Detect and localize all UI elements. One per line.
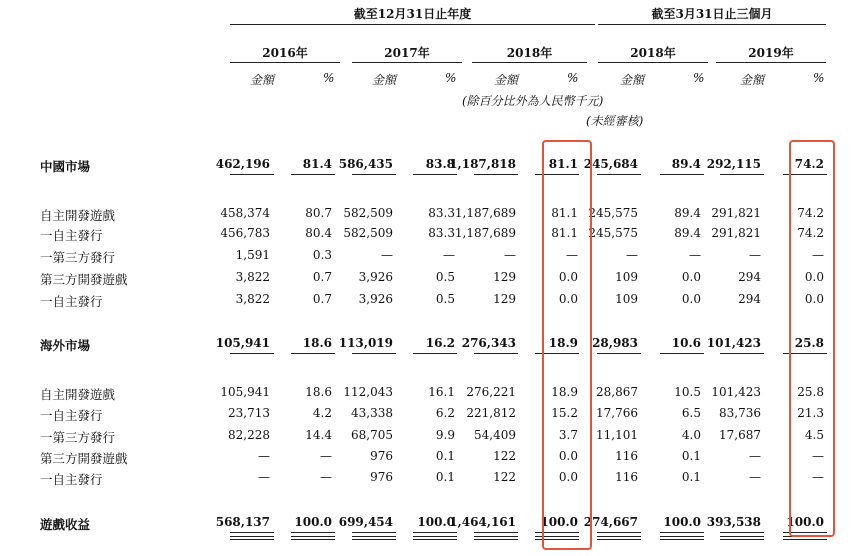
amount-cell: 68,705	[351, 428, 393, 442]
amount-cell: —	[749, 248, 761, 262]
amount-cell: 245,684	[583, 157, 638, 171]
amount-cell: 3,822	[235, 270, 270, 284]
amount-cell: 586,435	[338, 157, 393, 171]
amount-cell: 43,338	[351, 406, 393, 420]
subheader-pct: %	[813, 71, 825, 85]
percent-cell: 74.2	[797, 226, 824, 240]
amount-cell: —	[504, 248, 516, 262]
year-rule	[230, 62, 340, 63]
amount-cell: 17,687	[719, 428, 761, 442]
subtotal-rule	[352, 532, 396, 533]
amount-cell: 568,137	[215, 515, 270, 529]
amount-cell: 462,196	[215, 157, 270, 171]
total-double-rule	[352, 539, 396, 540]
percent-cell: 0.0	[558, 470, 578, 484]
amount-cell: 1,591	[235, 248, 270, 262]
percent-cell: 0.1	[435, 449, 455, 463]
subtotal-rule	[660, 532, 704, 533]
amount-cell: 1,464,161	[449, 515, 516, 529]
percent-cell: 16.1	[428, 385, 455, 399]
subtotal-rule	[413, 174, 457, 175]
row-label: 第三方開發遊戲	[40, 451, 128, 466]
total-double-rule	[597, 539, 641, 540]
subtotal-rule	[474, 174, 518, 175]
percent-cell: 80.4	[305, 226, 332, 240]
year-rule	[598, 62, 708, 63]
total-double-rule	[291, 536, 335, 537]
percent-cell: 9.9	[435, 428, 455, 442]
subtotal-rule	[660, 174, 704, 175]
subtotal-rule	[291, 174, 335, 175]
amount-cell: 294	[738, 292, 761, 306]
percent-cell: 0.0	[804, 292, 824, 306]
amount-cell: 129	[493, 292, 516, 306]
percent-cell: 6.2	[435, 406, 455, 420]
amount-cell: 112,043	[343, 385, 393, 399]
percent-cell: 6.5	[681, 406, 701, 420]
percent-cell: 81.1	[551, 206, 578, 220]
amount-cell: 976	[370, 449, 393, 463]
subheader-amount: 金額	[250, 73, 275, 87]
subtotal-rule	[413, 532, 457, 533]
percent-cell: 83.3	[428, 226, 455, 240]
highlight-box-2018	[542, 140, 592, 550]
amount-cell: 54,409	[474, 428, 516, 442]
total-double-rule	[413, 539, 457, 540]
subtotal-rule	[474, 353, 518, 354]
percent-cell: —	[812, 470, 824, 484]
amount-cell: 23,713	[228, 406, 270, 420]
total-double-rule	[474, 539, 518, 540]
percent-cell: 100.0	[294, 515, 332, 529]
total-double-rule	[720, 536, 764, 537]
row-label: 遊戲收益	[40, 517, 91, 532]
total-double-rule	[474, 536, 518, 537]
subheader-pct: %	[445, 71, 457, 85]
percent-cell: 0.1	[435, 470, 455, 484]
amount-cell: 101,423	[706, 336, 761, 350]
subtotal-rule	[720, 532, 764, 533]
year-header-2018: 2018年	[506, 46, 553, 60]
total-double-rule	[291, 539, 335, 540]
amount-cell: 292,115	[706, 157, 761, 171]
percent-cell: 74.2	[794, 157, 824, 171]
row-label: 一自主發行	[40, 228, 103, 243]
percent-cell: 25.8	[797, 385, 824, 399]
amount-cell: 105,941	[220, 385, 270, 399]
amount-cell: 582,509	[343, 206, 393, 220]
percent-cell: 100.0	[786, 515, 824, 529]
amount-cell: 291,821	[711, 226, 761, 240]
subtotal-rule	[597, 532, 641, 533]
amount-cell: 116	[615, 449, 638, 463]
year-header-2017: 2017年	[384, 46, 430, 60]
total-double-rule	[230, 536, 274, 537]
subtotal-rule	[291, 353, 335, 354]
percent-cell: 0.0	[804, 270, 824, 284]
amount-cell: 276,221	[466, 385, 516, 399]
total-double-rule	[352, 536, 396, 537]
amount-cell: 116	[615, 470, 638, 484]
amount-cell: —	[749, 470, 761, 484]
row-label: 一第三方發行	[40, 250, 116, 265]
subtotal-rule	[474, 532, 518, 533]
amount-cell: 82,228	[228, 428, 270, 442]
percent-cell: 0.1	[681, 449, 701, 463]
group-header-annual: 截至12月31日止年度	[353, 7, 472, 21]
percent-cell: 100.0	[663, 515, 701, 529]
amount-cell: 11,101	[596, 428, 638, 442]
percent-cell: 0.7	[312, 292, 332, 306]
subheader-amount: 金額	[372, 73, 397, 87]
percent-cell: 0.7	[312, 270, 332, 284]
amount-cell: 129	[493, 270, 516, 284]
group-rule-annual	[230, 24, 595, 25]
amount-cell: —	[749, 449, 761, 463]
percent-cell: 21.3	[797, 406, 824, 420]
row-label: 一自主發行	[40, 472, 103, 487]
amount-cell: 456,783	[220, 226, 270, 240]
percent-cell: 83.8	[425, 157, 455, 171]
year-rule	[472, 62, 587, 63]
row-label: 自主開發遊戲	[40, 387, 116, 402]
percent-cell: 0.5	[435, 292, 455, 306]
percent-cell: 18.6	[305, 385, 332, 399]
subtotal-rule	[230, 353, 274, 354]
group-header-quarterly: 截至3月31日止三個月	[651, 7, 773, 21]
amount-cell: 122	[493, 449, 516, 463]
year-header-2019-q1: 2019年	[748, 46, 794, 60]
amount-cell: 17,766	[596, 406, 638, 420]
amount-cell: 221,812	[466, 406, 516, 420]
amount-cell: 3,926	[358, 270, 393, 284]
percent-cell: 0.0	[681, 292, 701, 306]
percent-cell: 4.5	[804, 428, 824, 442]
total-double-rule	[660, 539, 704, 540]
subheader-amount: 金額	[494, 73, 519, 87]
percent-cell: 16.2	[425, 336, 455, 350]
amount-cell: 245,575	[588, 226, 638, 240]
subtotal-rule	[597, 353, 641, 354]
percent-cell: —	[812, 248, 824, 262]
percent-cell: 74.2	[797, 206, 824, 220]
amount-cell: 105,941	[215, 336, 270, 350]
percent-cell: 3.7	[558, 428, 578, 442]
percent-cell: 0.0	[558, 292, 578, 306]
amount-cell: 109	[615, 292, 638, 306]
amount-cell: 245,575	[588, 206, 638, 220]
percent-cell: 0.0	[681, 270, 701, 284]
amount-cell: 294	[738, 270, 761, 284]
amount-cell: 109	[615, 270, 638, 284]
percent-cell: 18.9	[548, 336, 578, 350]
percent-cell: —	[320, 470, 332, 484]
percent-cell: 100.0	[540, 515, 578, 529]
percent-cell: —	[443, 248, 455, 262]
amount-cell: 113,019	[338, 336, 393, 350]
amount-cell: 274,667	[583, 515, 638, 529]
percent-cell: 0.1	[681, 470, 701, 484]
total-double-rule	[597, 536, 641, 537]
amount-cell: 458,374	[220, 206, 270, 220]
percent-cell: 89.4	[671, 157, 701, 171]
subtotal-rule	[291, 532, 335, 533]
percent-cell: 4.2	[312, 406, 332, 420]
percent-cell: 0.3	[312, 248, 332, 262]
percent-cell: 81.4	[302, 157, 332, 171]
highlight-box-2019	[789, 140, 835, 537]
subtotal-rule	[352, 174, 396, 175]
subheader-pct: %	[323, 71, 335, 85]
group-rule-quarterly	[598, 24, 826, 25]
amount-cell: —	[258, 470, 270, 484]
amount-cell: 1,187,818	[449, 157, 516, 171]
percent-cell: 89.4	[674, 206, 701, 220]
amount-cell: 393,538	[706, 515, 761, 529]
amount-cell: 101,423	[711, 385, 761, 399]
subtotal-rule	[230, 532, 274, 533]
total-double-rule	[230, 539, 274, 540]
unaudited-note: (未經審核)	[586, 114, 644, 128]
year-header-2018-q1: 2018年	[630, 46, 676, 60]
amount-cell: 291,821	[711, 206, 761, 220]
percent-cell: 81.1	[548, 157, 578, 171]
total-double-rule	[783, 539, 827, 540]
amount-cell: 582,509	[343, 226, 393, 240]
percent-cell: 81.1	[551, 226, 578, 240]
year-rule	[716, 62, 826, 63]
row-label: 一自主發行	[40, 408, 103, 423]
total-double-rule	[660, 536, 704, 537]
percent-cell: 83.3	[428, 206, 455, 220]
percent-cell: —	[689, 248, 701, 262]
subheader-amount: 金額	[620, 73, 645, 87]
percent-cell: 0.5	[435, 270, 455, 284]
amount-cell: —	[626, 248, 638, 262]
percent-cell: 15.2	[551, 406, 578, 420]
amount-cell: —	[381, 248, 393, 262]
subtotal-rule	[720, 353, 764, 354]
percent-cell: 10.5	[674, 385, 701, 399]
subtotal-rule	[230, 174, 274, 175]
percent-cell: 18.9	[551, 385, 578, 399]
amount-cell: 83,736	[719, 406, 761, 420]
year-rule	[352, 62, 462, 63]
percent-cell: —	[320, 449, 332, 463]
row-label: 自主開發遊戲	[40, 208, 116, 223]
amount-cell: 28,983	[592, 336, 638, 350]
amount-cell: 1,187,689	[454, 226, 516, 240]
amount-cell: 28,867	[596, 385, 638, 399]
unit-note: (除百分比外為人民幣千元)	[462, 94, 604, 108]
row-label: 海外市場	[40, 338, 91, 353]
amount-cell: 3,926	[358, 292, 393, 306]
percent-cell: 89.4	[674, 226, 701, 240]
subheader-pct: %	[567, 71, 579, 85]
total-double-rule	[413, 536, 457, 537]
percent-cell: 0.0	[558, 449, 578, 463]
percent-cell: 0.0	[558, 270, 578, 284]
percent-cell: —	[566, 248, 578, 262]
percent-cell: 14.4	[305, 428, 332, 442]
row-label: 中國市場	[40, 159, 91, 174]
percent-cell: 18.6	[302, 336, 332, 350]
row-label: 一第三方發行	[40, 430, 116, 445]
percent-cell: 10.6	[671, 336, 701, 350]
amount-cell: 1,187,689	[454, 206, 516, 220]
year-header-2016: 2016年	[262, 46, 308, 60]
row-label: 一自主發行	[40, 294, 103, 309]
amount-cell: 699,454	[338, 515, 393, 529]
subtotal-rule	[352, 353, 396, 354]
amount-cell: 276,343	[461, 336, 516, 350]
subtotal-rule	[720, 174, 764, 175]
subtotal-rule	[660, 353, 704, 354]
amount-cell: —	[258, 449, 270, 463]
total-double-rule	[720, 539, 764, 540]
percent-cell: 80.7	[305, 206, 332, 220]
percent-cell: —	[812, 449, 824, 463]
amount-cell: 976	[370, 470, 393, 484]
amount-cell: 122	[493, 470, 516, 484]
percent-cell: 100.0	[417, 515, 455, 529]
subheader-amount: 金額	[740, 73, 765, 87]
percent-cell: 25.8	[794, 336, 824, 350]
row-label: 第三方開發遊戲	[40, 272, 128, 287]
percent-cell: 4.0	[681, 428, 701, 442]
subtotal-rule	[597, 174, 641, 175]
subheader-pct: %	[693, 71, 705, 85]
amount-cell: 3,822	[235, 292, 270, 306]
subtotal-rule	[413, 353, 457, 354]
